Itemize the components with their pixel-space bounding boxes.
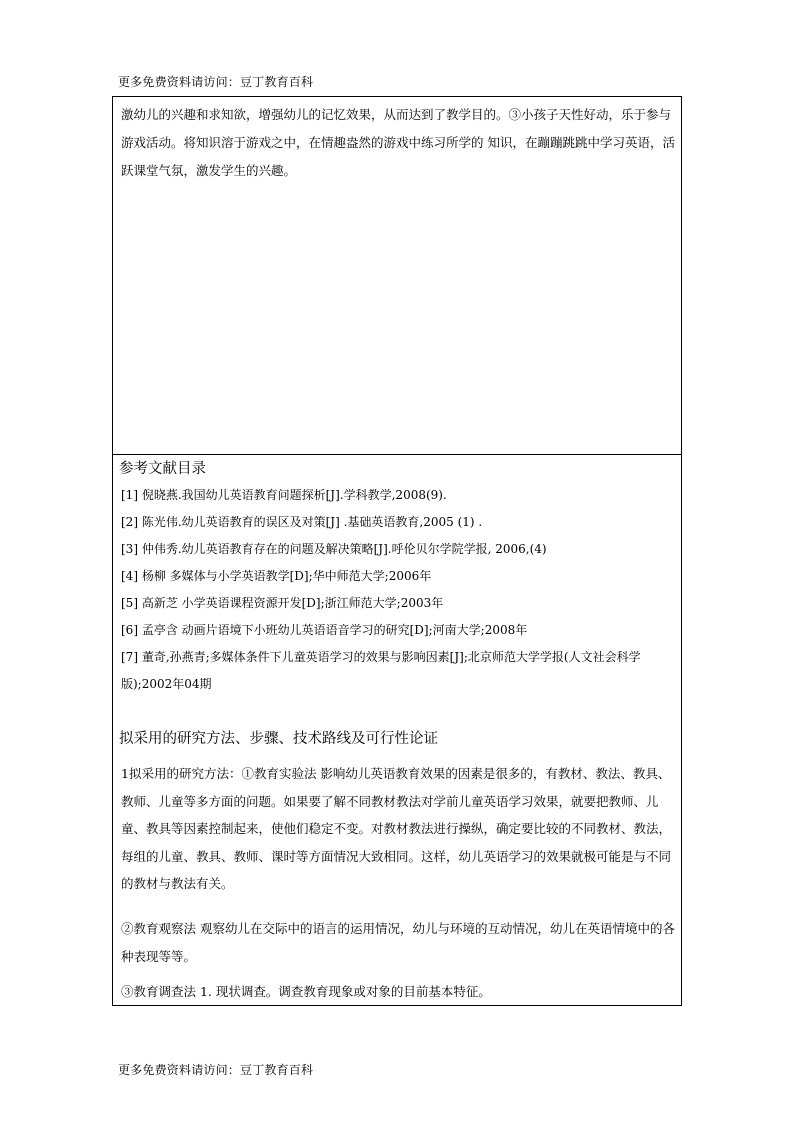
content-cell-top (112, 96, 682, 454)
page-footer: 更多免费资料请访问：豆丁教育百科 (118, 1063, 314, 1077)
references-title: 参考文献目录 (119, 461, 206, 477)
reference-item: [4] 杨柳 多媒体与小学英语教学[D];华中师范大学;2006年 (121, 569, 432, 583)
methods-paragraph-1: 1拟采用的研究方法：①教育实验法 影响幼儿英语教育效果的因素是很多的，有教材、教法、教具、教师、儿童等多方面的问题。如果要了解不同教材教法对学前儿童英语学习效果，就要把教师、儿童、教具等因素控制起来，使他们稳定不变。对教材教法进行操纵，确定要比较的不同教材、教法，每组的儿童、教具、教师、课时等方面情况大致相同。这样，幼儿英语学习的效果就极可能是与不同的教材与教法有关。 (121, 766, 672, 891)
reference-item: [7] 董奇,孙燕青;多媒体条件下儿童英语学习的效果与影响因素[J];北京师范大学学报(人文社会科学版);2002年04期 (121, 650, 641, 691)
methods-paragraph-3: ③教育调查法 1. 现状调查。调查教育现象或对象的目前基本特征。 (121, 984, 491, 999)
methods-title: 拟采用的研究方法、步骤、技术路线及可行性论证 (119, 731, 438, 747)
reference-item: [1] 倪晓燕.我国幼儿英语教育问题探析[J].学科教学,2008(9). (121, 488, 447, 502)
content-cell-references (112, 454, 682, 1006)
reference-item: [2] 陈光伟.幼儿英语教育的误区及对策[J] .基础英语教育,2005 (1) . (121, 515, 483, 529)
reference-item: [5] 高新芝 小学英语课程资源开发[D];浙江师范大学;2003年 (121, 596, 444, 610)
reference-item: [3] 仲伟秀.幼儿英语教育存在的问题及解决策略[J].呼伦贝尔学院学报, 2006,(4) (121, 542, 547, 556)
intro-paragraph: 激幼儿的兴趣和求知欲，增强幼儿的记忆效果，从而达到了教学目的。③小孩子天性好动，乐于参与游戏活动。将知识溶于游戏之中，在情趣盎然的游戏中练习所学的 知识，在蹦蹦跳跳中学习英语，活跃课堂气氛，激发学生的兴趣。 (121, 107, 675, 178)
methods-paragraph-2: ②教育观察法 观察幼儿在交际中的语言的运用情况，幼儿与环境的互动情况，幼儿在英语情境中的各种表现等等。 (121, 921, 675, 964)
page-header: 更多免费资料请访问：豆丁教育百科 (118, 75, 314, 89)
reference-item: [6] 孟亭含 动画片语境下小班幼儿英语语音学习的研究[D];河南大学;2008年 (121, 623, 528, 637)
